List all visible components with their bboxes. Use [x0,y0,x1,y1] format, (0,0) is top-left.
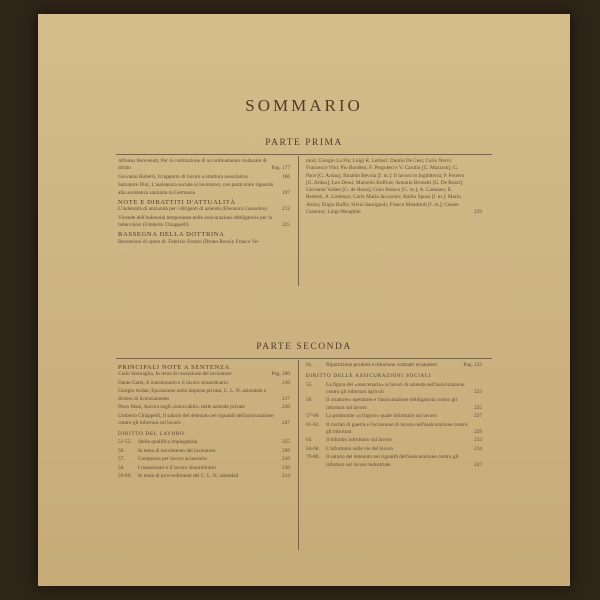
page-number: 247 [474,461,482,468]
entry-text: Salvatore Dini, L'assistenza sociale ai lavoratori, con particolare riguardo alla assistenza sanitaria in Germania [118,182,274,196]
entry-text: Stella qualifica impiegatizia [138,439,198,446]
column-divider [298,156,299,286]
column-divider [298,360,299,550]
page-number: 229 [474,209,482,216]
page-number: 197 [282,189,290,196]
page-number: 214 [282,473,290,480]
list-item [118,239,290,246]
entry-number: 57. [118,456,125,463]
entry-number: 56. [306,397,313,404]
list-item [306,397,482,412]
entry-text: Umberto Chiappelli, Il salario del detenuto nei riguardi dell'assicurazione contro gli infortuni sul lavoro [118,412,274,426]
parte-seconda-heading: PARTE SECONDA [256,342,352,352]
section-heading: DIRITTO DELLE ASSICURAZIONI SOCIALI [306,374,432,380]
page-number: 225 [282,221,290,228]
section-heading: PRINCIPALI NOTE A SENTENZA [118,364,230,371]
list-item [306,362,482,369]
entry-number: 79-80. [306,454,320,461]
entry-text: L'indennità di anzianità per i dirigenti di azienda (Eleonora Cassarino) [118,206,268,213]
page-number: 186 [282,173,290,180]
parte-prima-col-right [306,158,482,218]
page-number: 225 [474,404,482,411]
list-item [306,382,482,397]
entry-number: 55. [306,381,313,388]
entry-text: Piero Masi, Ancora sugli «intoccabili» nelle aziende private [118,404,245,411]
entry-text: Il «trattore» operatore e l'assicurazione obbligatoria contro gli infortuni sul lavoro [326,397,458,411]
entry-text: In tema di provvedimenti del C. L. N. aziendali [138,473,239,480]
entry-text: Giorgio Ardau, Epurazione nella impresa privata, C. L. N. aziendale e divieto di licenziamento [118,388,267,402]
list-item [118,473,290,480]
entry-text: I mansionari e il lavoro straordinario [138,464,216,471]
page-number: 223 [474,388,482,395]
list-item [118,182,290,197]
document-page [38,14,570,586]
page-number: 220 [282,404,290,411]
list-item [118,380,290,387]
list-item [306,454,482,469]
page-number: 210 [282,456,290,463]
list-item [118,206,290,213]
entry-text: Il rischio di guerra e l'occasione di lavoro nell'assicurazione contro gli infortuni [326,421,468,435]
list-item [118,465,290,472]
list-item [118,448,290,455]
page-number: 212 [282,206,290,213]
list-item [118,215,290,230]
list-item [118,158,290,173]
page-number: Pag. 177 [271,165,290,172]
entry-number: 64-68. [306,445,320,452]
section-heading: RASSEGNA DELLA DOTTRINA [118,231,225,239]
parte-seconda-col-right [306,362,482,470]
divider-rule [116,358,492,359]
entry-text: Vicende dell'indennità temporanea nelle assicurazioni obbligatorie per la tubercolosi (Umberto Chiappelli) [118,214,273,228]
section-heading: NOTE E DIBATTITI D'ATTUALITÀ [118,198,236,206]
page-number: 217 [282,395,290,402]
entry-text: Compenso per lavoro accessorio [138,456,207,463]
entry-text: Ripartizione prodotti e riduzione contratti ecuandem [326,362,438,368]
page-number: Pag. 222 [463,362,482,368]
entry-text: Dante Gatta, Il mansionario e il lavoro straordinario [118,379,229,386]
parte-prima-heading: PARTE PRIMA [265,138,343,148]
list-item [306,158,482,216]
page-number: 229 [474,428,482,435]
page-number: Pag. 200 [271,371,290,378]
list-item [118,404,290,411]
list-item [118,174,290,181]
entry-text: L'infortunio sulle vie del lavoro [326,445,394,452]
list-item [306,413,482,420]
entry-text: In tema di movimento del lavoratore [138,447,216,454]
page-title: SOMMARIO [245,96,363,115]
list-item [118,413,290,428]
list-item [118,439,290,446]
divider-rule [116,154,492,155]
entry-text: La figura dei «mercenario» ai lavori di azienda nell'assicurazione contro gli infortuni agricoli [326,381,465,395]
entry-number: 59-60. [118,473,132,480]
entry-text: moli; Giorgio La Pia; Luigi R. Lettieri; Danilo De Cesi; Carlo Nervi; Francesco Vito; Pio Bondesi; F. Pergolesi e V. Carullo [G. Mazzoni]; G. Pace [G. Ardau]; Rinaldo Bevola [f. m.]: Il lavoro in Inghilterra; P. Ferrero [G. Ardau]; Leo Dessì; Marcello Buffoni; Antonio Brunetti [G. De Rossi]; Giovanni Valdes [G. de Rossi]; Gino Bianco [G. m.]; A. Cassiano; E. Redenti, A. Lottenzo; Carlo Maria Jaccarino; Attilio Sposa [f. m.]; Mario Aloisi; Eligio Ruffo; Silvio Sassignoli; Franco Mandrioli [f. m.]; Cesare Giannini; Luigi Menghini [306,158,465,216]
entry-number: 63. [306,437,313,444]
section-heading: DIRITTO DEL LAVORO [118,432,185,438]
list-item [118,388,290,403]
entry-number: 57-60. [306,413,320,420]
list-item [306,437,482,444]
parte-seconda-col-left [118,362,290,482]
page-number: 209 [282,447,290,454]
entry-text: Alfonso Benvenuti, Per la costituzione di un ordinamento sindacale di diritto [118,158,267,172]
page-number: 255 [282,439,290,446]
entry-text: Il bilimbo infortunio sul lavoro [326,437,392,444]
list-item [118,371,290,378]
page-number: 232 [474,437,482,444]
entry-number: 58. [118,464,125,471]
parte-prima-col-left [118,158,290,247]
entry-number: 51-55. [118,439,132,446]
entry-number: 56. [118,447,125,454]
page-number: 247 [282,419,290,426]
entry-text: Giovanni Roberti, Il rapporto di lavoro a struttura associativa [118,173,248,180]
page-number: 227 [474,413,482,420]
page-number: 210 [282,464,290,471]
list-item [306,422,482,437]
entry-number: 61-62. [306,421,320,428]
list-item [118,456,290,463]
list-item [306,446,482,453]
page-number: 234 [474,445,482,452]
entry-text: La polmonite «a frigore» quale infortunio sul lavoro [326,413,437,420]
entry-text: Carlo Smuraglia, In tema di cessazione del lavoratore [118,371,232,378]
entry-text: Recensioni di opere di: Fabrizio Ferrari (Bruno Rossi); Franco Ve- [118,238,259,245]
entry-text: Il salario del detenuto nei riguardi dell'assicurazione contro gli infortuni sul lavoro industriale [326,454,459,468]
entry-number: 61. [306,362,313,368]
page-number: 210 [282,379,290,386]
